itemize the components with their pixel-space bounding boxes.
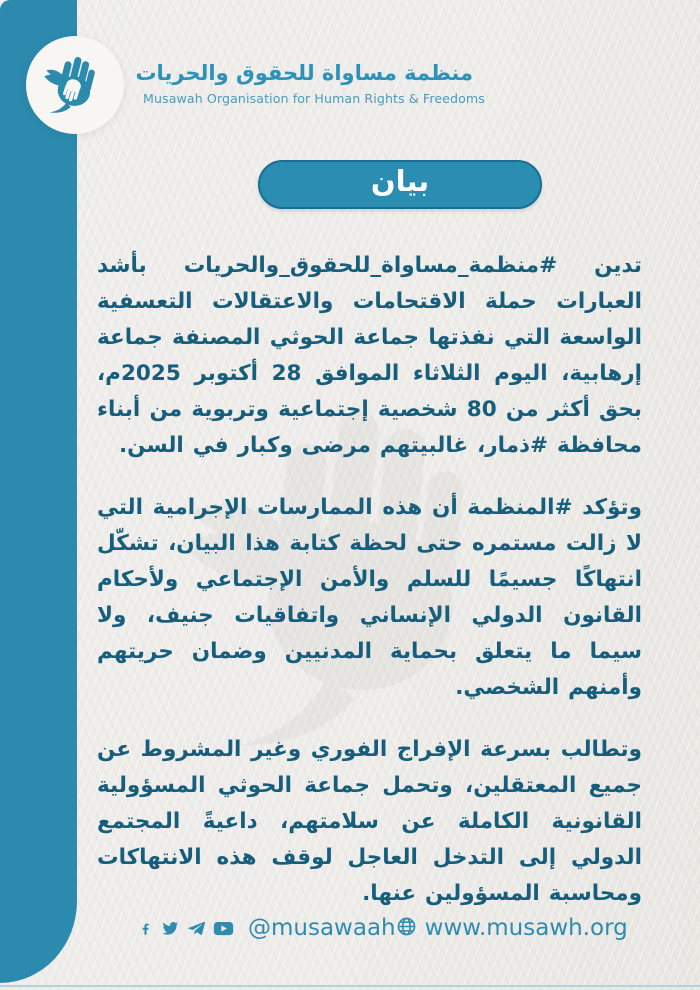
bottom-divider xyxy=(0,985,700,987)
org-name-english: Musawah Organisation for Human Rights & Freedoms xyxy=(143,91,485,106)
telegram-icon[interactable] xyxy=(187,920,206,937)
org-header xyxy=(135,60,485,106)
social-icons xyxy=(138,920,234,937)
statement-paragraph-2: وتؤكد #المنظمة أن هذه الممارسات الإجرامية التي لا زالت مستمره حتى لحظة كتابة هذا البيان، تشكّل انتهاكًا جسيمًا للسلم والأمن الإجتماعي ولأحكام القانون الدولي الإنساني واتفاقيات جنيف، ولا سيما ما يتعلق بحماية المدنيين وضمان حريتهم وأمنهم الشخصي. xyxy=(97,495,642,700)
statement-body xyxy=(97,248,642,938)
social-group xyxy=(138,915,396,941)
website-group xyxy=(396,915,628,941)
org-logo xyxy=(26,36,124,134)
statement-paragraph-3: وتطالب بسرعة الإفراج الفوري وغير المشروط عن جميع المعتقلين، وتحمل جماعة الحوثي المسؤولية القانونية الكاملة عن سلامتهم، داعيةً المجتمع الدولي إلى التدخل العاجل لوقف هذه الانتهاكات ومحاسبة المسؤولين عنها. xyxy=(97,737,642,906)
footer xyxy=(138,906,628,950)
facebook-icon[interactable] xyxy=(138,920,153,937)
youtube-icon[interactable] xyxy=(213,920,234,937)
globe-icon xyxy=(396,916,417,941)
statement-paragraph-1: تدين #منظمة_مساواة_للحقوق_والحريات بأشد العبارات حملة الاقتحامات والاعتقالات التعسفية الواسعة التي نفذتها جماعة الحوثي المصنفة جماعة إرهابية، اليوم الثلاثاء الموافق 28 أكتوبر 2025م، بحق أكثر من 80 شخصية إجتماعية وتربوية من أبناء محافظة #ذمار، غالبيتهم مرضى وكبار في السن. xyxy=(97,253,643,458)
social-handle[interactable]: @musawaah xyxy=(248,915,396,941)
hands-dove-logo-icon xyxy=(38,46,112,124)
twitter-icon[interactable] xyxy=(160,920,180,937)
left-accent-bar xyxy=(0,0,77,983)
statement-banner-label: بيان xyxy=(370,164,430,198)
statement-banner xyxy=(258,160,542,209)
org-name-arabic: منظمة مساواة للحقوق والحريات xyxy=(135,61,473,85)
website-url[interactable]: www.musawh.org xyxy=(424,915,628,941)
